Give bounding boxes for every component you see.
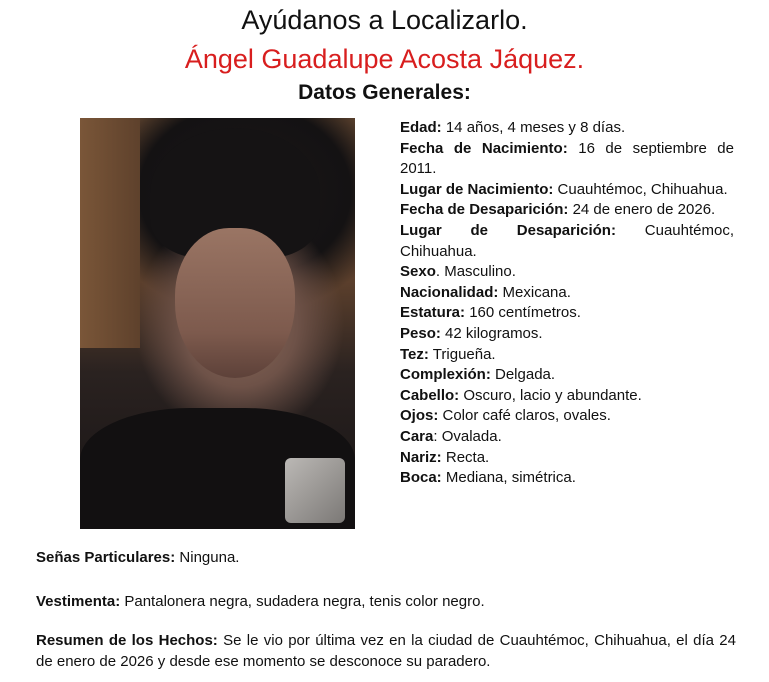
detail-row (400, 427, 734, 448)
photo-patch (285, 458, 345, 523)
detail-label: Boca: (400, 469, 442, 487)
section-title: Datos Generales: (298, 81, 471, 104)
vestimenta (36, 592, 736, 613)
detail-value: 24 de enero de 2026. (568, 201, 716, 219)
detail-row (400, 365, 734, 386)
detail-row (400, 345, 734, 366)
resumen-hechos (36, 631, 736, 672)
detail-label: Sexo (400, 263, 436, 281)
detail-value: 42 kilogramos. (440, 324, 543, 342)
detail-row (400, 262, 734, 283)
detail-value: Recta. (441, 448, 490, 466)
detail-label: Ojos: (400, 407, 439, 425)
detail-label: Fecha de Desaparición: (400, 201, 569, 219)
detail-label: Tez: (400, 345, 429, 363)
details-list (400, 118, 734, 489)
person-photo (80, 118, 355, 529)
detail-row (400, 324, 734, 345)
detail-value: Mexicana. (498, 283, 571, 301)
detail-label: Edad: (400, 119, 442, 136)
detail-label: Estatura: (400, 304, 466, 322)
detail-label: Peso: (400, 324, 441, 342)
detail-value: 160 centímetros. (465, 304, 581, 322)
detail-label: Lugar de Nacimiento: (400, 180, 554, 198)
photo-background (80, 118, 140, 348)
detail-row (400, 283, 734, 304)
detail-row (400, 448, 734, 469)
detail-row (400, 180, 734, 201)
detail-label: Fecha de Nacimiento: (400, 139, 568, 157)
detail-row (400, 221, 734, 262)
detail-value: : Ovalada. (433, 427, 502, 445)
detail-label: Lugar de Desaparición: (400, 221, 616, 239)
page-title: Ayúdanos a Localizarlo. (241, 5, 528, 35)
detail-value: Trigueña. (428, 345, 496, 363)
detail-row (400, 118, 734, 139)
senas-value: Ninguna. (175, 549, 240, 566)
detail-row (400, 200, 734, 221)
detail-label: Nariz: (400, 448, 442, 466)
detail-value: Oscuro, lacio y abundante. (459, 386, 642, 404)
detail-label: Nacionalidad: (400, 283, 499, 301)
detail-row (400, 303, 734, 324)
detail-row (400, 386, 734, 407)
detail-value: . Masculino. (435, 263, 516, 281)
senas-particulares (36, 548, 736, 569)
detail-row (400, 468, 734, 489)
resumen-label: Resumen de los Hechos: (36, 632, 218, 649)
detail-value: Mediana, simétrica. (441, 469, 576, 487)
detail-row (400, 139, 734, 180)
detail-value: 16 de septiembre de 2011. (400, 139, 734, 178)
detail-value: Cuauhtémoc, Chihuahua. (400, 221, 734, 260)
detail-value: Cuauhtémoc, Chihuahua. (553, 180, 728, 198)
detail-row (400, 406, 734, 427)
detail-value: Color café claros, ovales. (438, 407, 611, 425)
detail-label: Complexión: (400, 366, 491, 384)
detail-value: Delgada. (490, 366, 556, 384)
detail-value: 14 años, 4 meses y 8 días. (441, 119, 626, 136)
vestimenta-label: Vestimenta: (36, 593, 121, 610)
photo-face (175, 228, 295, 378)
vestimenta-value: Pantalonera negra, sudadera negra, tenis color negro. (120, 593, 485, 610)
detail-label: Cara (400, 427, 434, 445)
detail-label: Cabello: (400, 386, 460, 404)
senas-label: Señas Particulares: (36, 549, 176, 566)
resumen-value: Se le vio por última vez en la ciudad de Cuauhtémoc, Chihuahua, el día 24 de enero de 2026 y desde ese momento se desconoce su paradero. (36, 632, 736, 670)
person-name: Ángel Guadalupe Acosta Jáquez. (184, 44, 585, 74)
